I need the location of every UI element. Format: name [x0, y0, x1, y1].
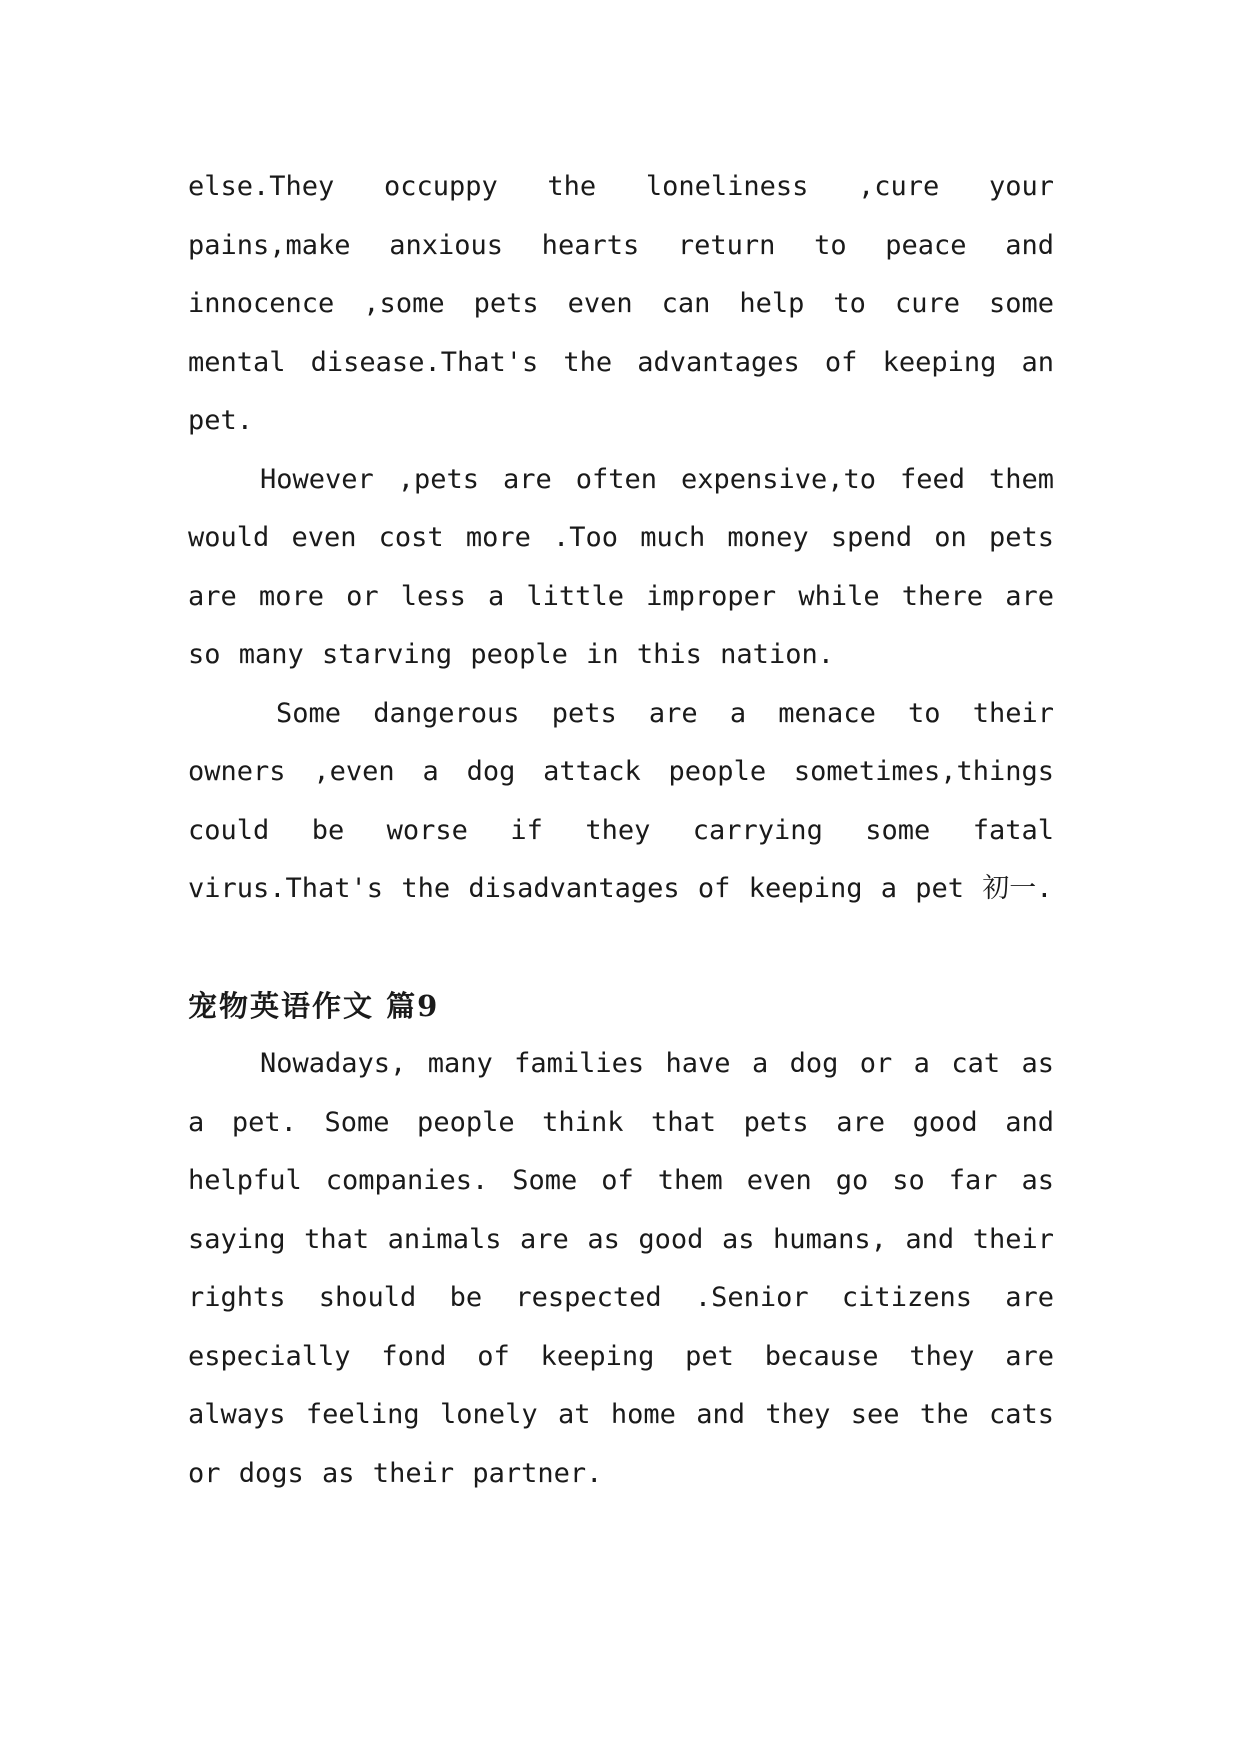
paragraph-nowadays: Nowadays, many families have a dog or a cat as a pet. Some people think that pets are good and helpful companies. Some of them even go so far as saying that animals are as good as humans, and their rights should be respected .Senior citizens are especially fond of keeping pet because they are always feeling lonely at home and they see the cats or dogs as their partner. — [188, 1048, 1054, 1489]
paragraph-danger: Some dangerous pets are a menace to their owners ,even a dog attack people sometimes,things could be worse if they carrying some fatal virus.That's the disadvantages of keeping a pet 初一. — [188, 697, 1054, 904]
paragraph-expense: However ,pets are often expensive,to feed them would even cost more .Too much money spend on pets are more or less a little improper while there are so many starving people in this nation. — [188, 463, 1054, 670]
paragraph-advantages: else.They occuppy the loneliness ,cure your pains,make anxious hearts return to peace and innocence ,some pets even can help to cure some mental disease.That's the advantages of keeping an pet. — [188, 171, 1054, 436]
document-body — [188, 158, 1054, 1503]
section-heading: 宠物英语作文 篇9 — [188, 988, 440, 1023]
